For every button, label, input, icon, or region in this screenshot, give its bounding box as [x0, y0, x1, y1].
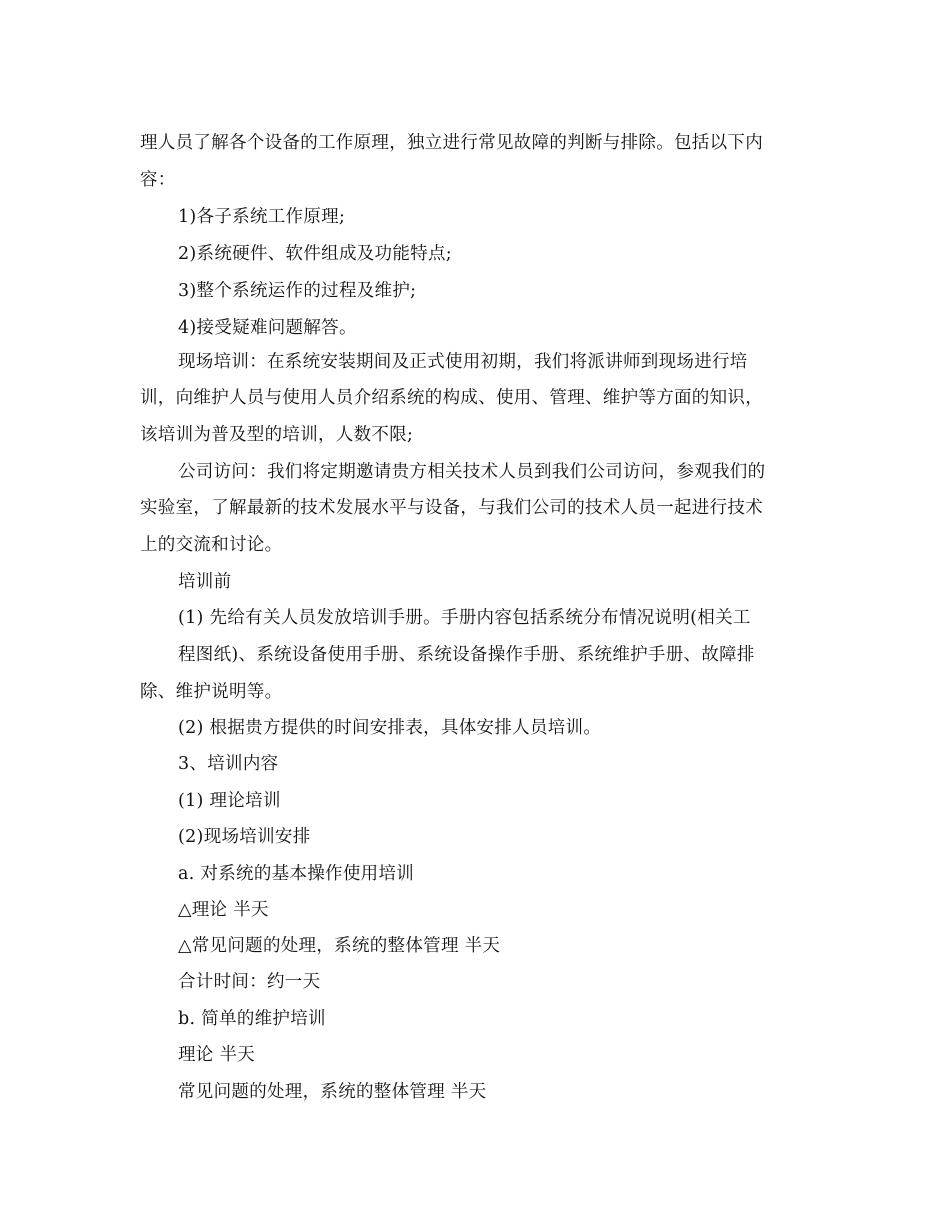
paragraph-line: 现场培训：在系统安装期间及正式使用初期，我们将派讲师到现场进行培 — [178, 352, 748, 372]
paragraph-line: 程图纸)、系统设备使用手册、系统设备操作手册、系统维护手册、故障排 — [178, 645, 755, 665]
list-item: b. 简单的维护培训 — [178, 1009, 326, 1029]
list-item: a. 对系统的基本操作使用培训 — [178, 864, 415, 884]
list-item: 1)各子系统工作原理; — [178, 207, 346, 227]
list-item: 4)接受疑难问题解答。 — [178, 318, 357, 338]
paragraph-line: 公司访问：我们将定期邀请贵方相关技术人员到我们公司访问，参观我们的 — [178, 462, 766, 482]
paragraph-line: 上的交流和讨论。 — [140, 535, 283, 555]
list-item: (1) 理论培训 — [178, 791, 281, 811]
section-heading: 3、培训内容 — [178, 754, 279, 774]
paragraph-line: (1) 先给有关人员发放培训手册。手册内容包括系统分布情况说明(相关工 — [178, 608, 751, 628]
list-item: △理论 半天 — [178, 900, 269, 920]
list-item: 合计时间：约一天 — [178, 972, 321, 992]
paragraph-line: 理人员了解各个设备的工作原理，独立进行常见故障的判断与排除。包括以下内 — [140, 133, 763, 153]
list-item: 理论 半天 — [178, 1045, 256, 1065]
list-item: 常见问题的处理，系统的整体管理 半天 — [178, 1082, 487, 1102]
paragraph-line: (2) 根据贵方提供的时间安排表，具体安排人员培训。 — [178, 718, 602, 738]
paragraph-line: 除、维护说明等。 — [140, 682, 283, 702]
list-item: 2)系统硬件、软件组成及功能特点; — [178, 244, 452, 264]
list-item: 3)整个系统运作的过程及维护; — [178, 281, 417, 301]
section-heading: 培训前 — [178, 572, 232, 592]
list-item: (2)现场培训安排 — [178, 827, 311, 847]
paragraph-line: 该培训为普及型的培训，人数不限; — [140, 425, 414, 445]
paragraph-line: 训，向维护人员与使用人员介绍系统的构成、使用、管理、维护等方面的知识， — [140, 388, 763, 408]
paragraph-line: 容： — [140, 170, 176, 190]
list-item: △常见问题的处理，系统的整体管理 半天 — [178, 936, 501, 956]
paragraph-line: 实验室，了解最新的技术发展水平与设备，与我们公司的技术人员一起进行技术 — [140, 498, 763, 518]
